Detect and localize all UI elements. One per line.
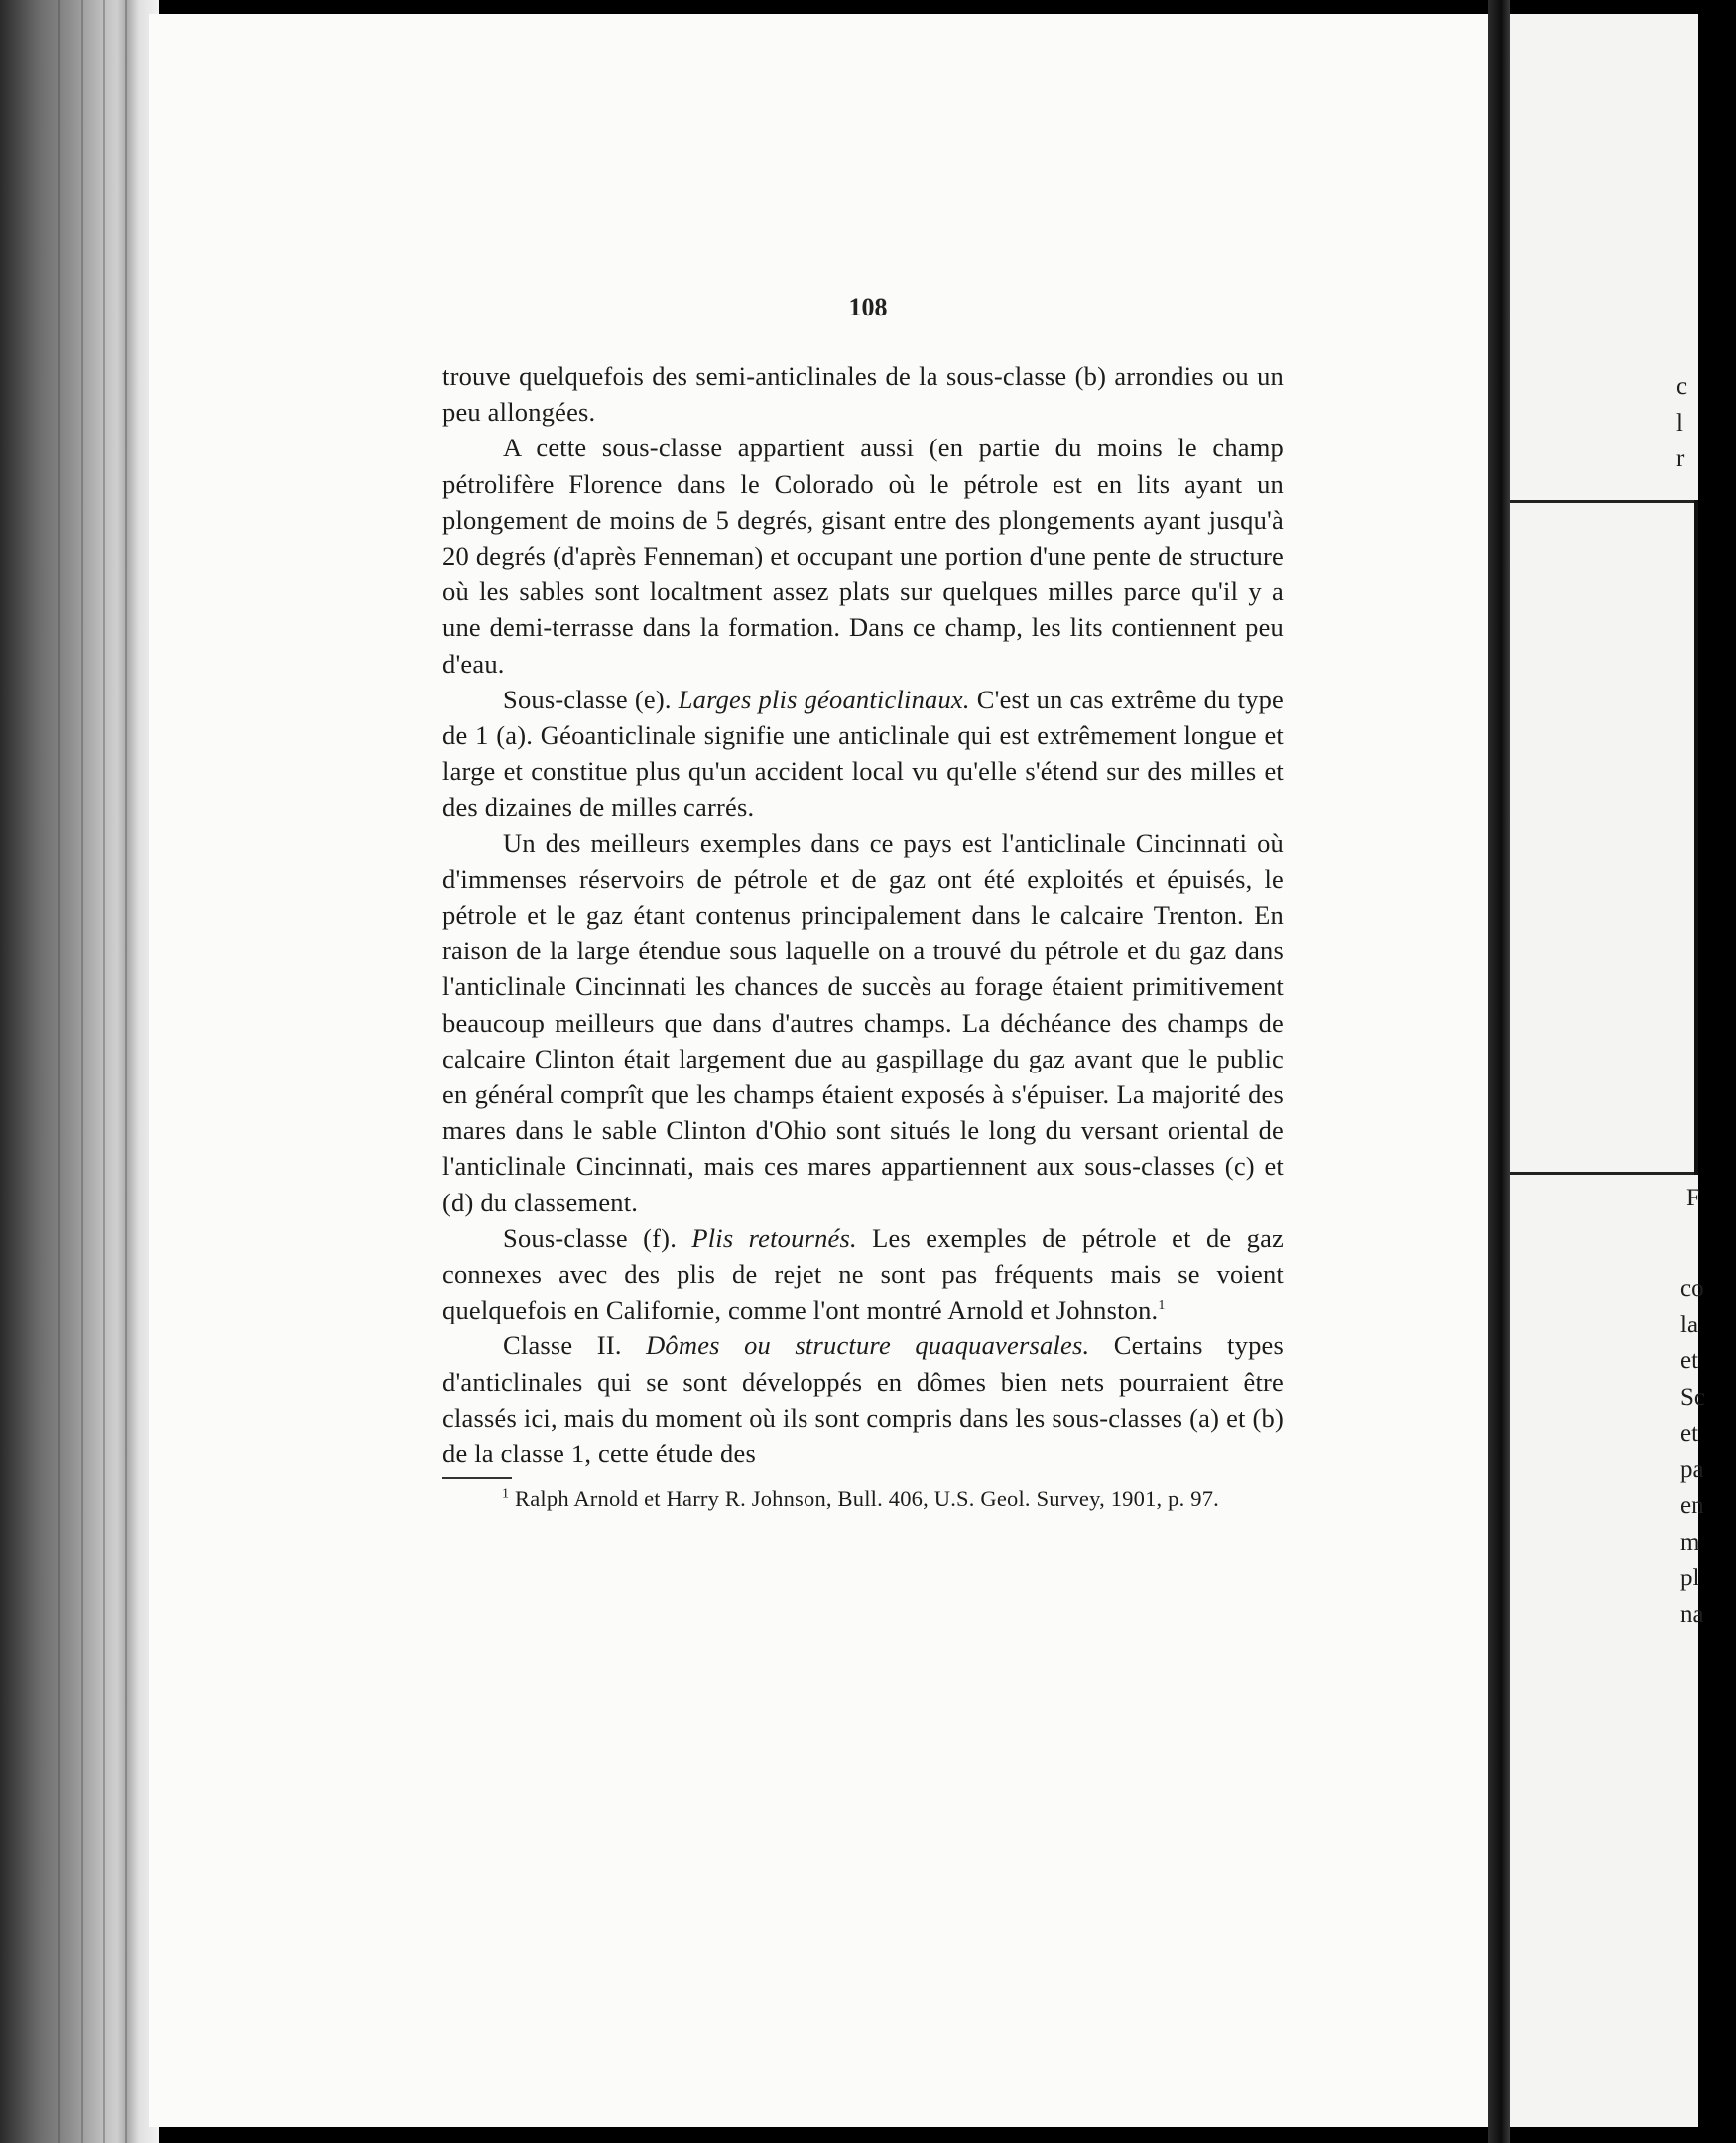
body-paragraphs xyxy=(442,358,1284,1471)
right-page-figure-caption xyxy=(1686,1181,1700,1217)
paragraph-text: A cette sous-classe appartient aussi (en partie du moins le champ pétrolifère Florence dans le Colorado où le pétrole est en lits ayant un plongement de moins de 5 degrés, gisant entre des plongements ayant jusqu'à 20 degrés (d'après Fenneman) et occupant une portion d'une pente de structure où les sables sont localtment assez plats sur quelques milles parce qu'il y a une demi-terrasse dans la formation. Dans ce champ, les lits contiennent peu d'eau. xyxy=(442,433,1284,679)
body-paragraph xyxy=(442,825,1284,1220)
right-page-fragment-lower xyxy=(1680,1271,1705,1633)
italic-heading-text: Larges plis géoanticlinaux. xyxy=(678,684,970,714)
footnote-marker: 1 xyxy=(502,1486,510,1502)
right-fragment-line: l xyxy=(1676,409,1683,437)
italic-heading-text: Plis retournés. xyxy=(691,1222,857,1253)
right-fragment-line: la xyxy=(1680,1311,1699,1338)
paragraph-text: C'est un cas extrême du type de 1 (a). Géoanticlinale signifie une anticlinale qui est extrêmement longue et large et constitue plus qu'un accident local vu qu'elle s'étend sur des milles et des dizaines de milles carrés. xyxy=(442,684,1284,822)
right-fragment-line: c xyxy=(1676,373,1688,400)
body-text-column xyxy=(442,358,1284,1513)
right-page-figure-frame xyxy=(1694,500,1698,1175)
right-page xyxy=(1510,14,1698,2127)
body-paragraph xyxy=(442,430,1284,681)
paragraph-text: Les exemples de pétrole et de gaz connexes avec des plis de rejet ne sont pas fréquents mais se voient quelquefois en Californie, comme l'ont montré Arnold et Johnston. xyxy=(442,1222,1285,1325)
paragraph-text: Classe II. xyxy=(503,1330,647,1361)
paragraph-text: Un des meilleurs exemples dans ce pays est l'anticlinale Cincinnati où d'immenses réservoirs de pétrole et de gaz ont été exploités et épuisés, le pétrole et le gaz étant contenus principalement dans le calcaire Trenton. En raison de la large étendue sous laquelle on a trouvé du pétrole et du gaz dans l'anticlinale Cincinnati les chances de succès au forage étaient primitivement beaucoup meilleurs que dans d'autres champs. La déchéance des champs de calcaire Clinton était largement due au gaspillage du gaz avant que le public en général comprît que les champs étaient exposés à s'épuiser. La majorité des mares dans le sable Clinton d'Ohio sont situés le long du versant oriental de l'anticlinale Cincinnati, mais ces mares appartiennent aux sous-classes (c) et (d) du classement. xyxy=(442,827,1284,1217)
right-fragment-line: na xyxy=(1680,1600,1704,1628)
footnote-reference: 1 xyxy=(1158,1298,1166,1314)
right-fragment-line: en xyxy=(1680,1492,1704,1519)
right-fragment-line: pl xyxy=(1680,1565,1700,1591)
page-number: 108 xyxy=(848,293,888,321)
body-paragraph xyxy=(442,358,1284,430)
body-paragraph xyxy=(442,1220,1284,1328)
right-fragment-line: et xyxy=(1680,1420,1699,1447)
right-fragment-line: et xyxy=(1680,1347,1699,1374)
right-fragment-caption-text: F xyxy=(1686,1185,1700,1211)
paragraph-text: Sous-classe (f). xyxy=(503,1222,692,1253)
body-paragraph xyxy=(442,682,1284,825)
right-fragment-line: r xyxy=(1676,445,1685,472)
right-fragment-line: pa xyxy=(1680,1455,1704,1483)
right-page-fragment-top xyxy=(1676,369,1687,478)
right-fragment-line: m xyxy=(1680,1528,1700,1556)
footnote-text: Ralph Arnold et Harry R. Johnson, Bull. 406, U.S. Geol. Survey, 1901, p. 97. xyxy=(509,1486,1219,1512)
right-fragment-line: Sc xyxy=(1680,1383,1705,1411)
paragraph-text: Sous-classe (e). xyxy=(503,684,679,714)
paragraph-text: Certains types d'anticlinales qui se sont développés en dômes bien nets pourraient être classés ici, mais du moment où ils sont compris dans les sous-classes (a) et (b) de la classe 1, cette étude des xyxy=(442,1330,1284,1469)
footnote-divider xyxy=(442,1477,512,1479)
body-paragraph xyxy=(442,1327,1284,1471)
italic-heading-text: Dômes ou structure quaquaversales. xyxy=(646,1330,1090,1361)
right-fragment-line: co xyxy=(1680,1275,1704,1302)
paragraph-text: trouve quelquefois des semi-anticlinales de la sous-classe (b) arrondies ou un peu allongées. xyxy=(442,361,1284,428)
footnote xyxy=(442,1485,1284,1513)
